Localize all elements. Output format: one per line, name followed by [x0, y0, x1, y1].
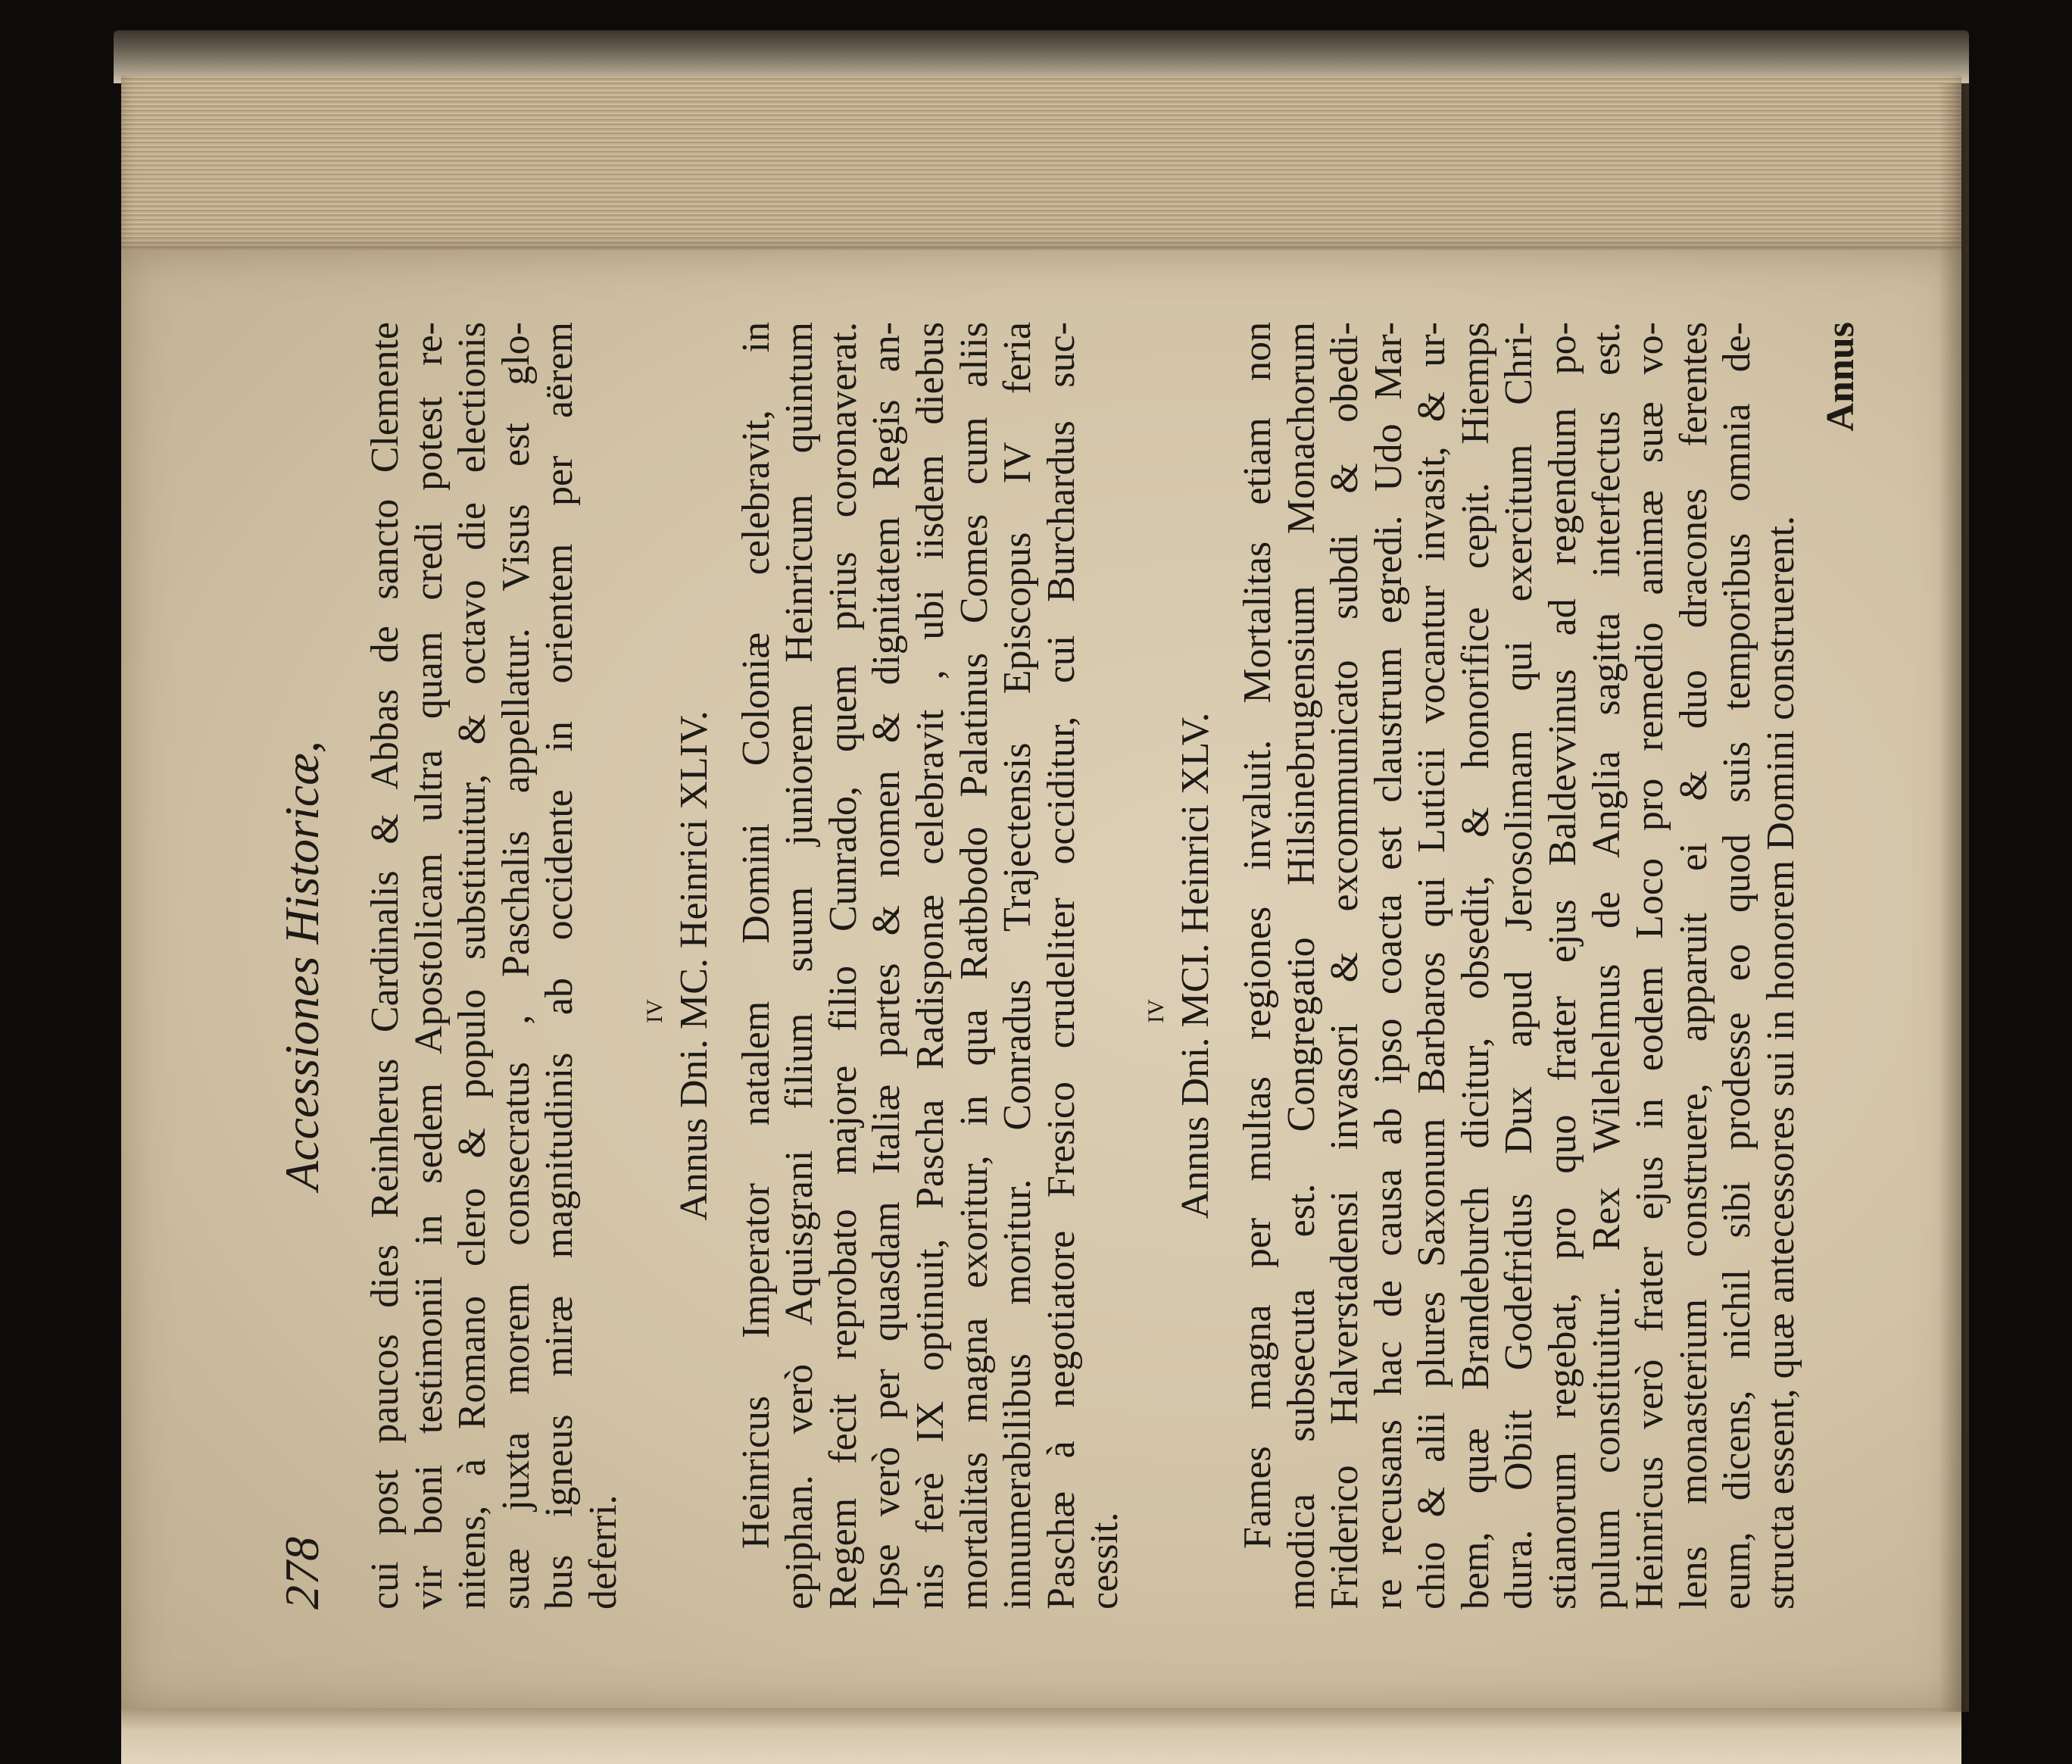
- section-1-title: Annus Dni. MC. Heinrici XLIV.: [672, 710, 716, 1221]
- text-line: modica subsecuta est. Congregatio Hilsinebrugensium Monachorum: [1279, 322, 1323, 1609]
- text-line: vir boni testimonii in sedem Apostolicam ultra quam credi potest re-: [407, 322, 451, 1609]
- text-line: innumerabilibus moritur. Conradus Trajectensis Episcopus IV feria: [996, 322, 1040, 1609]
- paragraph-1: [364, 322, 626, 1609]
- text-line: suæ juxta morem consecratus , Paschalis appellatur. Visus est glo-: [494, 322, 538, 1609]
- section-1-numeral: IV: [641, 999, 667, 1023]
- text-line: chio & alii plures Saxonum Barbaros qui Luticii vocantur invasit, & ur-: [1410, 322, 1454, 1609]
- text-line: eum, dicens, nichil sibi prodesse eo quod suis temporibus omnia de-: [1715, 322, 1759, 1609]
- page-number: 278: [275, 1537, 329, 1609]
- text-line: nis ferè IX optinuit, Pascha Radisponæ celebravit , ubi iisdem diebus: [908, 322, 952, 1609]
- book-gutter: [1939, 83, 1969, 1712]
- section-1-body: [735, 322, 1127, 1609]
- text-line: cessit.: [1083, 1512, 1127, 1609]
- text-line: cui post paucos dies Reinherus Cardinalis & Abbas de sancto Clemente: [364, 322, 407, 1609]
- running-title: Accessiones Historicæ,: [275, 741, 329, 1191]
- text-line: Friderico Halverstadensi invasori & excommunicato subdi & obedi-: [1323, 322, 1367, 1609]
- text-line: structa essent, quæ antecessores sui in honorem Domini construerent.: [1759, 515, 1803, 1609]
- text-line: mortalitas magna exoritur, in qua Ratbbodo Palatinus Comes cum aliis: [952, 322, 996, 1609]
- section-2-body: [1236, 322, 1803, 1609]
- text-line: stianorum regebat, pro quo frater ejus Baldevvinus ad regendum po-: [1541, 322, 1585, 1609]
- text-line: Ipse verò per quasdam Italiæ partes & nomen & dignitatem Regis an-: [865, 322, 909, 1609]
- text-line: nitens, à Romano clero & populo substituitur, & octavo die electionis: [451, 322, 495, 1609]
- text-line: epiphan. verò Aquisgrani filium suum juniorem Heinricum quintum: [778, 322, 822, 1609]
- text-line: lens monasterium construere, apparuit ei & duo dracones ferentes: [1671, 322, 1715, 1609]
- text-line: bus igneus miræ magnitudinis ab occidente in orientem per aërem: [538, 322, 582, 1609]
- text-line: re recusans hac de causa ab ipso coacta est claustrum egredi. Udo Mar-: [1366, 322, 1410, 1609]
- text-line: bem, quæ Brandeburch dicitur, obsedit, & honorifice cepit. Hiemps: [1453, 322, 1497, 1609]
- text-line: dura. Obiit Godefridus Dux apud Jerosolimam qui exercitum Chri-: [1497, 322, 1541, 1609]
- text-line: Paschæ à negotiatore Fresico crudeliter occiditur, cui Burchardus suc-: [1039, 322, 1083, 1609]
- text-line: Fames magna per multas regiones invaluit. Mortalitas etiam non: [1235, 322, 1279, 1549]
- text-line: Heinricus Imperator natalem Domini Coloniæ celebravit, in: [734, 322, 778, 1549]
- text-line: Regem fecit reprobato majore filio Cunrado, quem prius coronaverat.: [821, 322, 865, 1609]
- running-header: [275, 322, 348, 1609]
- text-line: deferri.: [581, 1494, 625, 1609]
- section-2-title: Annus Dni. MCI. Heinrici XLV.: [1173, 712, 1217, 1219]
- page-edges: [121, 76, 1961, 254]
- section-2-numeral: IV: [1143, 999, 1169, 1023]
- catchword: Annus: [1818, 322, 1862, 432]
- text-line: pulum constituitur. Rex Wilehelmus de Anglia sagitta interfectus est.: [1584, 322, 1628, 1609]
- page-text-block: [275, 322, 1862, 1609]
- text-line: Heinricus verò frater ejus in eodem Loco pro remedio animæ suæ vo-: [1628, 322, 1672, 1609]
- facing-page-edge: [121, 1708, 1961, 1764]
